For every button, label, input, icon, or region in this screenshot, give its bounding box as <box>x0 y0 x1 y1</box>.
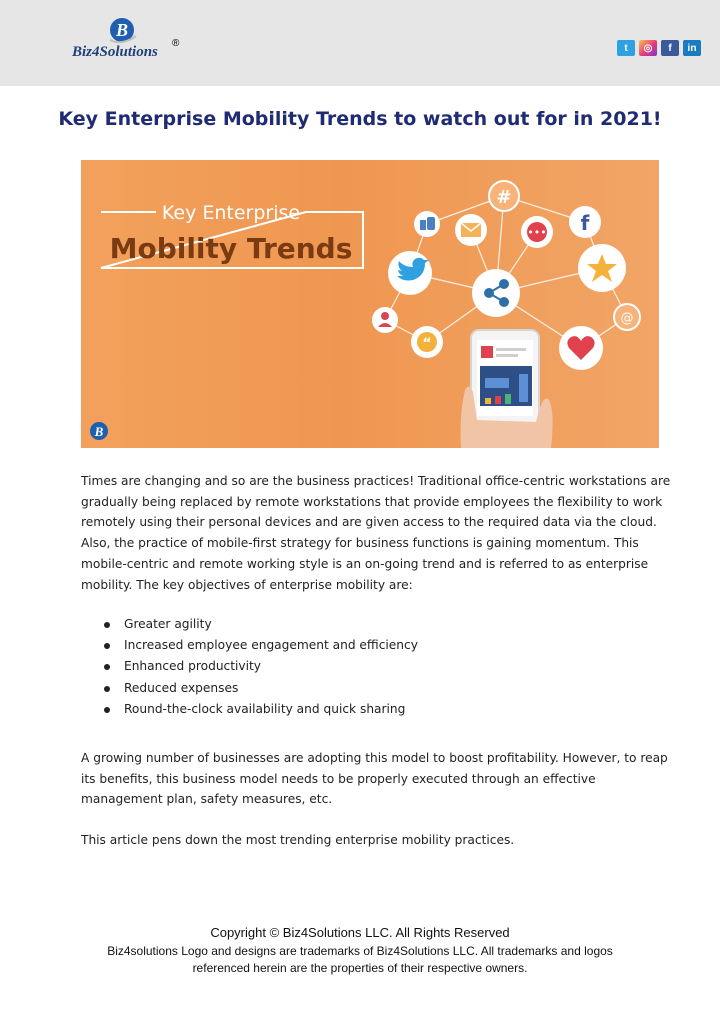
page-title: Key Enterprise Mobility Trends to watch out for in 2021! <box>58 108 662 130</box>
svg-text:•••: ••• <box>527 226 547 239</box>
twitter-node-icon <box>388 251 432 295</box>
user-icon <box>372 307 398 333</box>
svg-text:B: B <box>115 20 129 40</box>
trademark-notice: Biz4solutions Logo and designs are trademarks of Biz4Solutions LLC. All trademarks and logos referenced herein are the properties of their respective owners. <box>107 944 613 975</box>
objectives-list <box>100 614 418 720</box>
logo-text: Biz4Solutions <box>72 44 158 60</box>
watermark-logo-icon <box>90 422 108 440</box>
page-header <box>0 0 720 86</box>
svg-text:@: @ <box>620 311 634 326</box>
star-icon <box>578 244 626 292</box>
instagram-icon[interactable]: ◎ <box>639 40 657 56</box>
logo-b-icon <box>108 16 148 46</box>
adoption-paragraph: A growing number of businesses are adopting this model to boost profitability. However, to reap its benefits, this business model needs to be properly executed through an effective management plan, safety measures, etc. <box>81 751 668 807</box>
share-icon <box>472 269 520 317</box>
svg-text:f: f <box>580 211 590 235</box>
heart-icon <box>559 326 603 370</box>
trademark-text <box>0 943 720 977</box>
social-links <box>617 40 701 56</box>
biz4solutions-logo[interactable] <box>72 16 187 66</box>
hero-heading-line2: Mobility Trends <box>109 232 353 265</box>
list-item: Reduced expenses <box>100 678 418 699</box>
hero-heading-line1: Key Enterprise <box>161 202 301 224</box>
facebook-icon[interactable]: f <box>661 40 679 56</box>
article-summary-paragraph: This article pens down the most trending enterprise mobility practices. <box>81 833 515 847</box>
facebook-node-icon <box>569 206 601 238</box>
like-icon <box>414 211 440 237</box>
twitter-icon[interactable]: t <box>617 40 635 56</box>
list-item: Greater agility <box>100 614 418 635</box>
list-item: Enhanced productivity <box>100 656 418 677</box>
hero-illustration <box>81 160 659 448</box>
smartphone-icon <box>471 330 539 430</box>
email-icon <box>455 214 487 246</box>
list-item: Increased employee engagement and efficiency <box>100 635 418 656</box>
list-item: Round-the-clock availability and quick sharing <box>100 699 418 720</box>
linkedin-icon[interactable]: in <box>683 40 701 56</box>
copyright-text: Copyright © Biz4Solutions LLC. All Rights Reserved <box>210 925 510 940</box>
at-sign-icon <box>614 304 640 330</box>
chat-icon <box>521 216 553 248</box>
quote-icon <box>411 326 443 358</box>
hero-image <box>81 160 659 448</box>
registered-mark: ® <box>172 38 180 49</box>
svg-text:#: # <box>496 187 512 208</box>
hashtag-icon <box>489 181 519 211</box>
intro-paragraph: Times are changing and so are the business practices! Traditional office-centric workstations are gradually being replaced by remote workstations that provide employees the flexibility to work remotely using their personal devices and are given access to the required data via the cloud. Also, the practice of mobile-first strategy for business functions is gaining momentum. This mobile-centric and remote working style is an on-going trend and is referred to as enterprise mobility. The key objectives of enterprise mobility are: <box>81 474 671 592</box>
svg-text:B: B <box>94 424 104 439</box>
svg-text:“: “ <box>422 336 432 352</box>
